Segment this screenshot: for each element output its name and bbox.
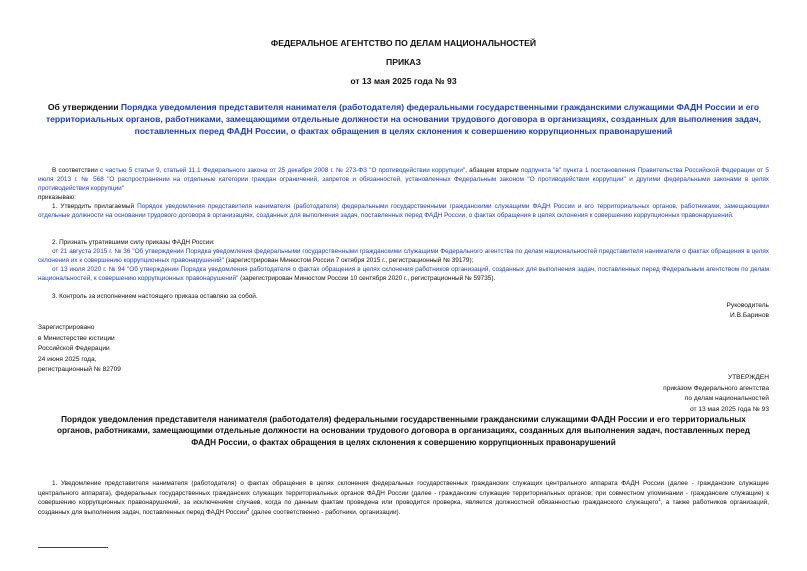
item-2a: [38, 248, 769, 266]
agency-name: ФЕДЕРАЛЬНОЕ АГЕНТСТВО ПО ДЕЛАМ НАЦИОНАЛЬНОСТЕЙ: [270, 38, 537, 48]
approved-line-4: от 13 мая 2025 года № 93: [689, 405, 769, 413]
item-1: [38, 203, 769, 221]
preamble-text-1: В соответствии: [52, 167, 100, 174]
registration-line-5: регистрационный № 82709: [38, 366, 121, 373]
signature-name: И.В.Баринов: [730, 312, 769, 319]
procedure-title: Порядок уведомления представителя нанимателя (работодателя) федеральными государственными гражданскими служащими ФАДН России и его территориальных органов, работниками, замещающими отдельные должности на основании трудового договора в организациях, созданных для выполнения задач, поставленных перед ФАДН России, о фактах обращения в целях склонения к совершению коррупционных правонарушений: [57, 415, 750, 447]
order-heading: ПРИКАЗ: [386, 57, 421, 67]
approved-line-3: по делам национальностей: [684, 395, 769, 402]
procedure-text-1: 1. Уведомление представителя нанимателя (работодателя) о фактах обращения в целях склонения федеральных государственных гражданских служащих центрального аппарата ФАДН России (далее - гражданские служащие центрального аппарата), федеральных государственных гражданских служащих территориальных органов ФАДН России (далее - гражданские служащие территориальных органов; при совместном упоминании - гражданские служащие) к совершению коррупционных правонарушений, за исключением случаев, когда по данным фактам проведена или проводится проверка, является должностной обязанностью гражданского служащего: [38, 480, 769, 507]
item-1-end: .: [731, 211, 734, 219]
order-94-link[interactable]: от 13 июля 2020 г. № 94 "Об утверждении Порядка уведомления работодателя о фактах обращения в целях склонения работников организаций, созданных для выполнения задач, поставленных перед Федеральным агентством по делам национальностей, к совершению коррупционных правонарушений": [38, 266, 769, 282]
registration-block: [38, 323, 238, 376]
item-2a-text: (зарегистрирован Минюстом России 7 октября 2015 г., регистрационный № 39179);: [223, 256, 474, 264]
procedure-text-2: , а также работников организаций, созданных для выполнения задач, поставленных перед ФАДН России: [38, 499, 769, 516]
item-2b-text: (зарегистрирован Минюстом России 10 сентября 2020 г., регистрационный № 59735).: [238, 274, 496, 282]
approved-line-1: УТВЕРЖДЕН: [727, 374, 769, 381]
law-273-link[interactable]: с частью 5 статьи 9, статьей 11.1 Федерального закона от 25 декабря 2008 г. № 273-ФЗ "О противодействии коррупции": [100, 167, 466, 174]
footnote-ref-2[interactable]: 2: [246, 506, 250, 512]
registration-line-2: в Министерстве юстиции: [38, 334, 115, 342]
registration-line-4: 24 июня 2025 года,: [38, 355, 97, 363]
order-title: [30, 101, 777, 137]
order-date: от 13 мая 2025 года № 93: [350, 76, 457, 86]
order-title-prefix: Об утверждении: [47, 102, 121, 112]
order-36-link[interactable]: от 21 августа 2015 г. № 36 "Об утверждении Порядка уведомления федеральными государственными гражданскими служащими Федерального агентства по делам национальностей представителя нанимателя о фактах обращения в целях склонения их к совершению коррупционных правонарушений": [38, 248, 769, 264]
item-3: 3. Контроль за исполнением настоящего приказа оставляю за собой.: [52, 293, 258, 300]
approved-line-2: приказом Федерального агентства: [663, 384, 769, 392]
order-title-link[interactable]: Порядка уведомления представителя нанимателя (работодателя) федеральными государственными гражданскими служащими ФАДН России и его территориальных органов, работниками, замещающими отдельные должности на основании трудового договора в организациях, созданных для выполнения задач, поставленных перед ФАДН России, о фактах обращения в целях склонения к совершению коррупционных правонарушений: [45, 102, 762, 136]
registration-line-3: Российской Федерации: [38, 345, 110, 352]
item-2b: [38, 266, 769, 284]
procedure-paragraph-1: [38, 479, 769, 517]
procedure-text-3: (далее соответственно - работники, организации).: [249, 508, 401, 516]
resolution-568-link[interactable]: подпункта "в" пункта 1 постановления Правительства Российской Федерации от 5 июля 2013 г. № 568 "О распространении на отдельные категории граждан ограничений, запретов и обязанностей, установленных Федеральным законом "О противодействии коррупции" и другими федеральными законами в целях противодействия коррупции": [38, 167, 769, 192]
preamble-text-2: , абзацем вторым: [465, 167, 521, 174]
procedure-link[interactable]: Порядок уведомления представителя нанимателя (работодателя) федеральными государственными гражданскими служащими ФАДН России и его территориальных органов, работниками, замещающими отдельные должности на основании трудового договора в организациях, созданных для выполнения задач, поставленных перед ФАДН России, о фактах обращения в целях склонения к совершению коррупционных правонарушений: [38, 203, 769, 219]
item-2: 2. Признать утратившими силу приказы ФАДН России:: [52, 239, 215, 246]
order-word: приказываю:: [38, 194, 76, 201]
footnote-divider: [38, 547, 108, 548]
preamble-paragraph: [38, 167, 769, 194]
item-1-text: 1. Утвердить прилагаемый: [52, 203, 138, 210]
registration-line-1: Зарегистрировано: [38, 324, 95, 331]
signature-position: Руководитель: [726, 302, 769, 309]
footnote-ref-1[interactable]: 1: [658, 497, 661, 503]
approved-block: [500, 373, 769, 415]
